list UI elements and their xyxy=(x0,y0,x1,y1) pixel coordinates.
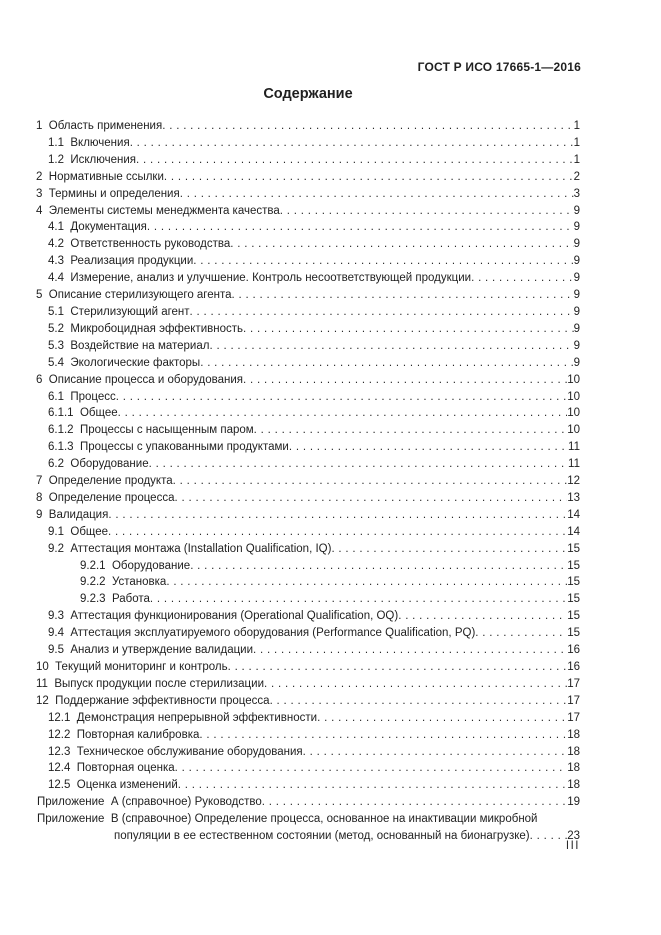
toc-entry xyxy=(36,389,580,406)
toc-entry-page: 11 xyxy=(568,441,580,454)
dot-leader xyxy=(116,389,567,406)
toc-entry-page: 10 xyxy=(567,424,580,437)
toc-entry xyxy=(36,642,580,659)
dot-leader xyxy=(108,524,567,541)
page-number: III xyxy=(565,840,580,852)
dot-leader xyxy=(243,372,567,389)
toc-entry-page: 1 xyxy=(573,136,580,149)
dot-leader xyxy=(136,152,574,169)
toc-entry-page: 10 xyxy=(567,373,580,386)
toc-entry xyxy=(36,287,580,304)
toc-entry-page: 9 xyxy=(573,339,580,352)
toc-entry xyxy=(36,270,580,287)
dot-leader xyxy=(270,693,568,710)
toc-entry xyxy=(36,355,580,372)
toc-entry-page: 9 xyxy=(573,305,580,318)
toc-entry-page: 17 xyxy=(567,677,580,690)
toc-entry xyxy=(36,659,580,676)
toc-entry-label: 5.4 Экологические факторы xyxy=(48,356,201,369)
toc-entry-label: 5.2 Микробоцидная эффективность xyxy=(48,322,243,335)
toc-entry xyxy=(36,574,580,591)
dot-leader xyxy=(178,777,567,794)
toc-entry-label: 12 Поддержание эффективности процесса xyxy=(36,694,270,707)
dot-leader xyxy=(173,473,568,490)
dot-leader xyxy=(253,642,567,659)
toc-entry-label: 6.1.3 Процессы с упакованными продуктами xyxy=(48,441,289,454)
document-header xyxy=(36,60,581,74)
dot-leader xyxy=(228,659,568,676)
toc-entry-page: 9 xyxy=(573,221,580,234)
toc-entry xyxy=(36,558,580,575)
toc-entry xyxy=(36,372,580,389)
toc-entry-label: 4 Элементы системы менеджмента качества xyxy=(36,204,280,217)
dot-leader xyxy=(303,744,568,761)
toc-entry-label: 5 Описание стерилизующего агента xyxy=(36,289,232,302)
toc-entry-label: 7 Определение продукта xyxy=(36,475,173,488)
toc-entry xyxy=(36,118,580,135)
toc-entry-page: 9 xyxy=(573,322,580,335)
toc-entry-page: 14 xyxy=(567,525,580,538)
toc-entry-label: 9.2.3 Работа xyxy=(80,593,150,606)
toc-entry-label: 6.1.2 Процессы с насыщенным паром xyxy=(48,424,254,437)
toc-entry xyxy=(36,676,580,693)
toc-entry-label: 5.1 Стерилизующий агент xyxy=(48,305,190,318)
toc-entry-page: 15 xyxy=(567,542,580,555)
toc-entry-label: 3 Термины и определения xyxy=(36,187,180,200)
toc-entry-page: 1 xyxy=(573,153,580,166)
toc-entry xyxy=(36,710,580,727)
toc-entry-page: 17 xyxy=(567,694,580,707)
toc-entry xyxy=(36,203,580,220)
toc-entry-label: 9 Валидация xyxy=(36,508,109,521)
toc-entry-label: 9.2.1 Оборудование xyxy=(80,559,191,572)
dot-leader xyxy=(190,304,574,321)
dot-leader xyxy=(164,169,574,186)
toc-entry xyxy=(36,405,580,422)
toc-entry xyxy=(36,473,580,490)
toc-entry-label: 1 Область применения xyxy=(36,120,163,132)
toc-entry xyxy=(36,304,580,321)
toc-entry-label: популяции в ее естественном состоянии (метод, основанный на бионагрузке) xyxy=(114,830,530,843)
toc-entry-label: Приложение А (справочное) Руководство xyxy=(37,796,262,809)
toc-entry xyxy=(36,169,580,186)
toc-entry-page: 15 xyxy=(567,576,580,589)
toc-entry-label: 12.4 Повторная оценка xyxy=(48,762,175,775)
dot-leader xyxy=(475,625,567,642)
toc-entry xyxy=(36,727,580,744)
dot-leader xyxy=(398,608,567,625)
dot-leader xyxy=(193,253,573,270)
toc-entry-page: 15 xyxy=(567,627,580,640)
toc-entry xyxy=(36,608,580,625)
toc-entry-label: Приложение В (справочное) Определение процесса, основанное на инактивации микробной xyxy=(37,813,538,826)
table-of-contents xyxy=(36,118,580,845)
toc-entry-label: 12.3 Техническое обслуживание оборудования xyxy=(48,745,303,758)
dot-leader xyxy=(471,270,574,287)
toc-entry xyxy=(36,524,580,541)
dot-leader xyxy=(118,405,568,422)
toc-entry xyxy=(36,625,580,642)
dot-leader xyxy=(209,338,573,355)
toc-entry-page: 9 xyxy=(573,289,580,302)
toc-entry xyxy=(36,186,580,203)
dot-leader xyxy=(149,456,568,473)
toc-entry-label: 9.2.2 Установка xyxy=(80,576,167,589)
dot-leader xyxy=(232,287,574,304)
toc-entry-label: 4.4 Измерение, анализ и улучшение. Контроль несоответствующей продукции xyxy=(48,272,472,285)
toc-entry-page: 17 xyxy=(567,711,580,724)
dot-leader xyxy=(200,355,573,372)
toc-entry-label: 6 Описание процесса и оборудования xyxy=(36,373,243,386)
toc-entry-label: 6.2 Оборудование xyxy=(48,458,149,471)
dot-leader xyxy=(130,135,574,152)
toc-entry xyxy=(36,777,580,794)
toc-entry-page: 15 xyxy=(567,559,580,572)
toc-entry-label: 4.1 Документация xyxy=(48,221,147,234)
toc-entry xyxy=(36,744,580,761)
dot-leader xyxy=(280,203,574,220)
toc-entry-label: 2 Нормативные ссылки xyxy=(36,170,164,183)
dot-leader xyxy=(289,439,568,456)
dot-leader xyxy=(317,710,567,727)
toc-entry xyxy=(36,456,580,473)
toc-entry xyxy=(36,439,580,456)
toc-entry xyxy=(36,152,580,169)
toc-entry-label: 9.4 Аттестация эксплуатируемого оборудования (Performance Qualification, PQ) xyxy=(48,627,476,640)
dot-leader xyxy=(199,727,567,744)
toc-entry-page: 9 xyxy=(573,204,580,217)
dot-leader xyxy=(174,490,567,507)
dot-leader xyxy=(230,236,573,253)
dot-leader xyxy=(190,558,567,575)
toc-entry-page: 18 xyxy=(567,728,580,741)
toc-entry xyxy=(36,591,580,608)
dot-leader xyxy=(180,186,574,203)
toc-entry-page: 18 xyxy=(567,779,580,792)
toc-entry-label: 9.5 Анализ и утверждение валидации xyxy=(48,644,254,657)
page-title: Содержание xyxy=(263,86,353,102)
toc-entry-page: 19 xyxy=(567,796,580,809)
toc-entry xyxy=(36,338,580,355)
toc-entry xyxy=(36,490,580,507)
standard-number: ГОСТ Р ИСО 17665-1—2016 xyxy=(417,60,581,74)
toc-entry-page: 9 xyxy=(573,255,580,268)
toc-entry-label: 5.3 Воздействие на материал xyxy=(48,339,210,352)
toc-entry-page: 3 xyxy=(573,187,580,200)
dot-leader xyxy=(108,507,567,524)
toc-entry xyxy=(36,507,580,524)
toc-entry xyxy=(36,811,580,828)
toc-entry-page: 18 xyxy=(567,745,580,758)
toc-entry-label: 10 Текущий мониторинг и контроль xyxy=(36,661,228,673)
toc-entry xyxy=(36,794,580,811)
toc-entry xyxy=(36,422,580,439)
toc-entry-label: 12.1 Демонстрация непрерывной эффективности xyxy=(48,711,318,724)
dot-leader xyxy=(175,760,568,777)
dot-leader xyxy=(147,219,574,236)
toc-entry-page: 18 xyxy=(567,762,580,775)
dot-leader xyxy=(150,591,567,608)
toc-entry-page: 16 xyxy=(567,644,580,657)
toc-entry-page: 10 xyxy=(567,390,580,403)
toc-entry-page: 12 xyxy=(567,475,580,488)
dot-leader xyxy=(254,422,568,439)
toc-entry-page: 16 xyxy=(567,661,580,673)
dot-leader xyxy=(331,541,567,558)
toc-entry xyxy=(36,219,580,236)
toc-entry-page: 1 xyxy=(573,120,580,132)
dot-leader xyxy=(166,574,567,591)
toc-entry xyxy=(36,541,580,558)
toc-entry-page: 14 xyxy=(567,508,580,521)
dot-leader xyxy=(162,118,573,135)
toc-entry-page: 11 xyxy=(568,458,580,471)
toc-entry-label: 4.3 Реализация продукции xyxy=(48,255,194,268)
toc-entry-label: 6.1.1 Общее xyxy=(48,407,118,420)
toc-entry xyxy=(36,760,580,777)
toc-entry-label: 6.1 Процесс xyxy=(48,390,116,403)
toc-entry-page: 13 xyxy=(567,491,580,504)
toc-entry-label: 12.2 Повторная калибровка xyxy=(48,728,200,741)
toc-entry-label: 9.3 Аттестация функционирования (Operational Qualification, OQ) xyxy=(48,610,399,623)
dot-leader xyxy=(262,794,567,811)
toc-entry xyxy=(36,693,580,710)
toc-entry-page: 15 xyxy=(567,593,580,606)
toc-entry-label: 9.2 Аттестация монтажа (Installation Qualification, IQ) xyxy=(48,542,332,555)
toc-entry-label: 11 Выпуск продукции после стерилизации xyxy=(36,677,264,690)
toc-entry-page: 2 xyxy=(573,170,580,183)
toc-entry-label: 9.1 Общее xyxy=(48,525,109,538)
toc-entry-label: 1.2 Исключения xyxy=(48,153,137,166)
toc-entry-label: 4.2 Ответственность руководства xyxy=(48,238,231,251)
toc-entry xyxy=(36,253,580,270)
toc-entry-page: 9 xyxy=(573,272,580,285)
dot-leader xyxy=(264,676,567,693)
toc-entry xyxy=(36,236,580,253)
toc-entry xyxy=(36,321,580,338)
toc-entry-page: 10 xyxy=(567,407,580,420)
toc-entry xyxy=(36,135,580,152)
toc-entry-page: 9 xyxy=(573,356,580,369)
toc-entry-page: 9 xyxy=(573,238,580,251)
toc-entry-label: 1.1 Включения xyxy=(48,136,130,149)
toc-entry-label: 8 Определение процесса xyxy=(36,491,175,504)
toc-entry-page: 23 xyxy=(567,830,580,843)
toc-entry-label: 12.5 Оценка изменений xyxy=(48,779,178,792)
toc-entry-page: 15 xyxy=(567,610,580,623)
dot-leader xyxy=(243,321,574,338)
